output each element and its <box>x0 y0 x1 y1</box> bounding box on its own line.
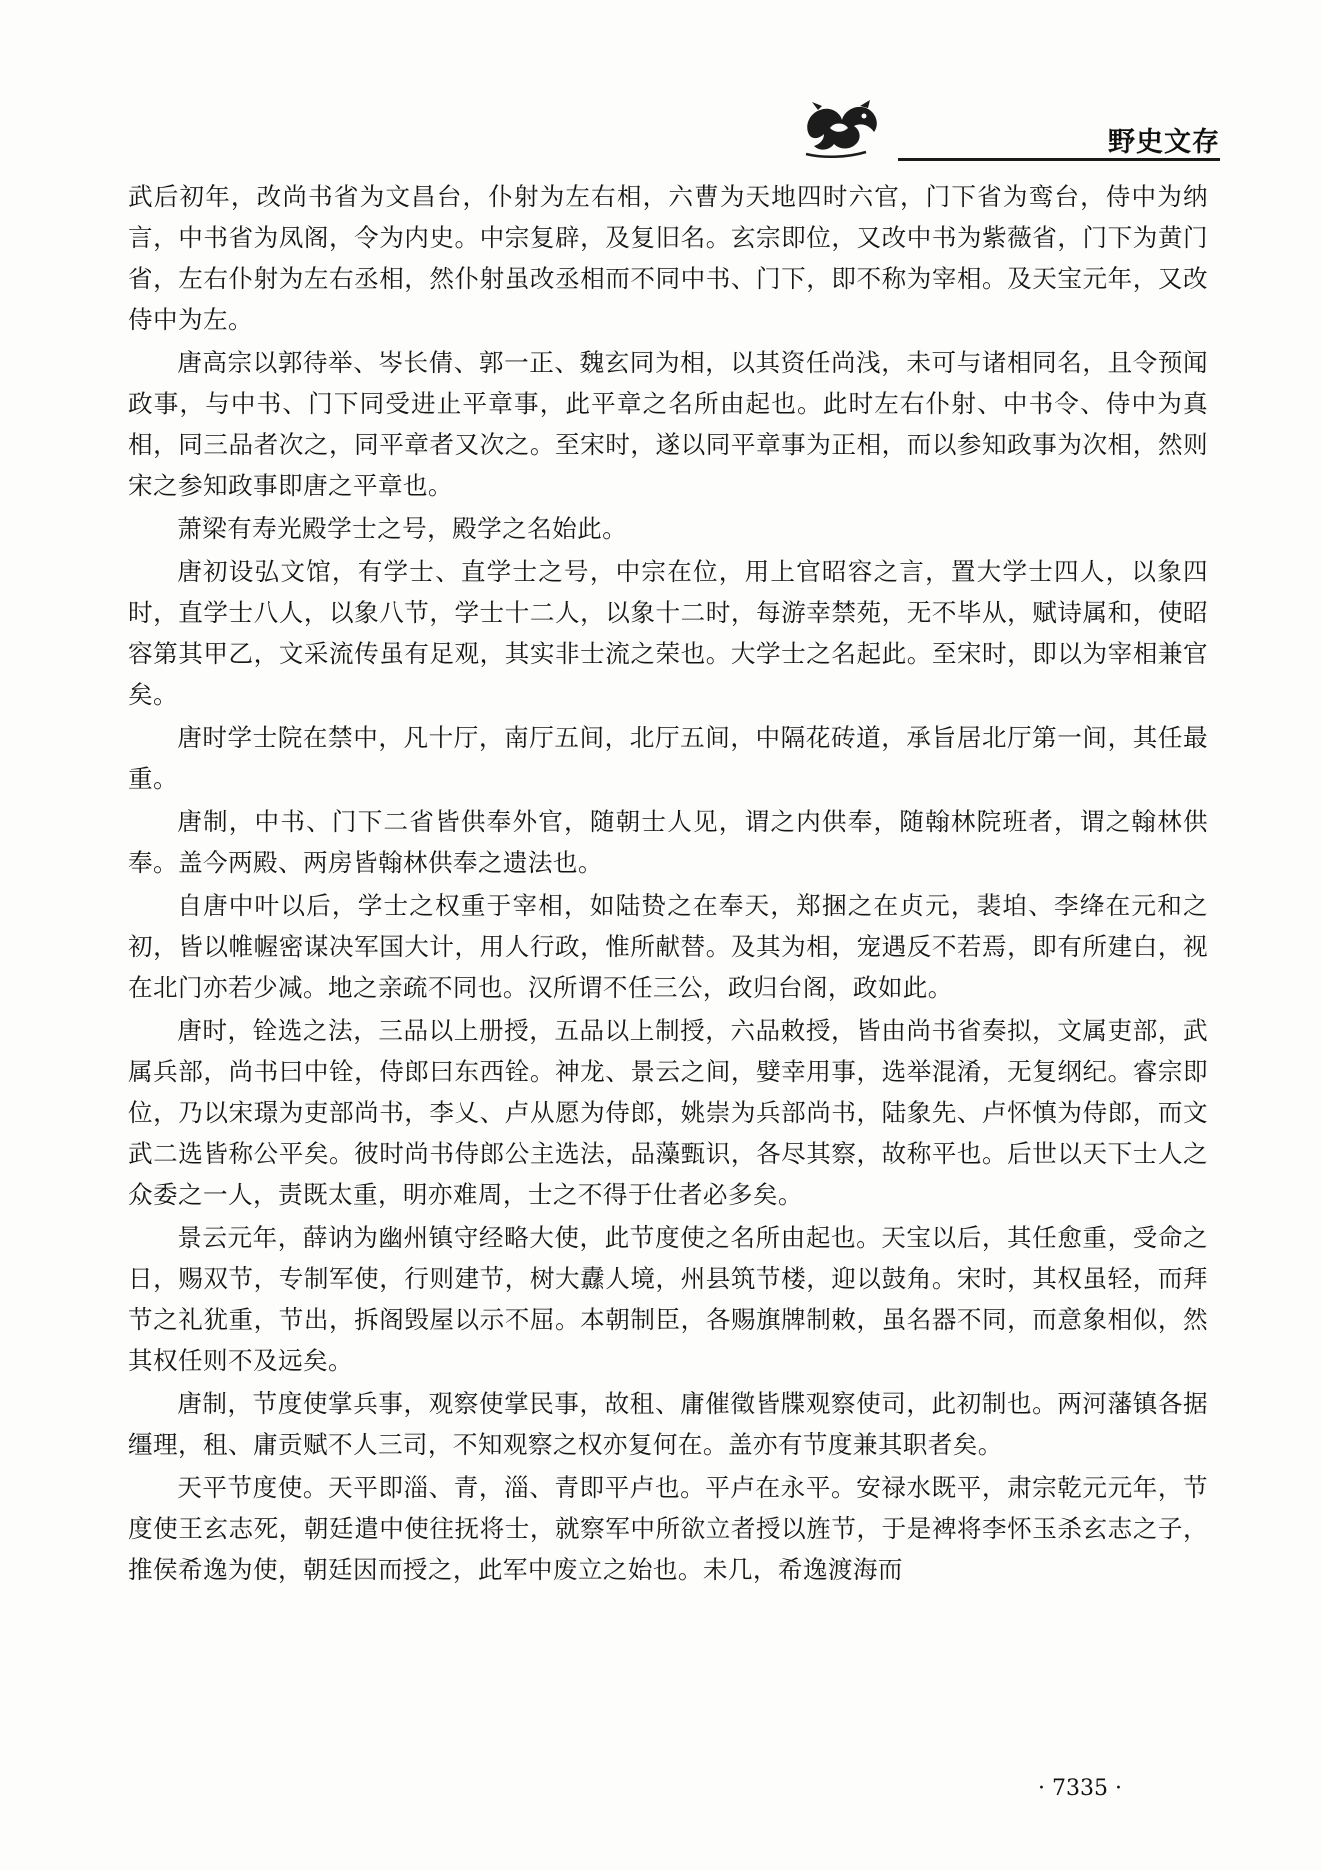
paragraph: 景云元年，薛讷为幽州镇守经略大使，此节度使之名所由起也。天宝以后，其任愈重，受命之日，赐双节，专制军使，行则建节，树大纛人境，州县筑节楼，迎以鼓角。宋时，其权虽轻，而拜节之礼犹重，节出，拆阁毁屋以示不屈。本朝制臣，各赐旗牌制敕，虽名器不同，而意象相似，然其权任则不及远矣。 <box>128 1223 1208 1375</box>
paragraph: 武后初年，改尚书省为文昌台，仆射为左右相，六曹为天地四时六官，门下省为鸾台，侍中为纳言，中书省为凤阁，令为内史。中宗复辟，及复旧名。玄宗即位，又改中书为紫薇省，门下为黄门省，左右仆射为左右丞相，然仆射虽改丞相而不同中书、门下，即不称为宰相。及天宝元年，又改侍中为左。 <box>128 182 1208 334</box>
paragraph: 唐初设弘文馆，有学士、直学士之号，中宗在位，用上官昭容之言，置大学士四人，以象四时，直学士八人，以象八节，学士十二人，以象十二时，每游幸禁苑，无不毕从，赋诗属和，使昭容第其甲乙，文采流传虽有足观，其实非士流之荣也。大学士之名起此。至宋时，即以为宰相兼官矣。 <box>128 557 1208 709</box>
paragraph: 唐制，节度使掌兵事，观察使掌民事，故租、庸催徵皆牒观察使司，此初制也。两河藩镇各据缰理，租、庸贡赋不人三司，不知观察之权亦复何在。盖亦有节度兼其职者矣。 <box>128 1389 1208 1459</box>
paragraph: 自唐中叶以后，学士之权重于宰相，如陆贽之在奉天，郑捆之在贞元，裴垍、李绛在元和之初，皆以帷幄密谋决军国大计，用人行政，惟所献替。及其为相，宠遇反不若焉，即有所建白，视在北门亦若少减。地之亲疏不同也。汉所谓不任三公，政归台阁，政如此。 <box>128 891 1208 1002</box>
body-text <box>128 176 1208 1592</box>
header-title: 野史文存 <box>1108 127 1220 158</box>
running-header <box>790 98 1230 168</box>
page-number: · 7335 · <box>1038 1776 1122 1801</box>
dragon-emblem-icon <box>800 98 884 162</box>
paragraph: 唐制，中书、门下二省皆供奉外官，随朝士人见，谓之内供奉，随翰林院班者，谓之翰林供奉。盖今两殿、两房皆翰林供奉之遗法也。 <box>128 807 1208 877</box>
paragraph: 萧梁有寿光殿学士之号，殿学之名始此。 <box>177 514 628 543</box>
paragraph: 唐高宗以郭待举、岑长倩、郭一正、魏玄同为相，以其资任尚浅，未可与诸相同名，且令预闻政事，与中书、门下同受进止平章事，此平章之名所由起也。此时左右仆射、中书令、侍中为真相，同三品者次之，同平章者又次之。至宋时，遂以同平章事为正相，而以参知政事为次相，然则宋之参知政事即唐之平章也。 <box>128 348 1208 500</box>
paragraph: 唐时，铨选之法，三品以上册授，五品以上制授，六品敕授，皆由尚书省奏拟，文属吏部，武属兵部，尚书曰中铨，侍郎曰东西铨。神龙、景云之间，嬖幸用事，选举混淆，无复纲纪。睿宗即位，乃以宋璟为吏部尚书，李乂、卢从愿为侍郎，姚崇为兵部尚书，陆象先、卢怀慎为侍郎，而文武二选皆称公平矣。彼时尚书侍郎公主选法，品藻甄识，各尽其察，故称平也。后世以天下士人之众委之一人，责既太重，明亦难周，士之不得于仕者必多矣。 <box>128 1016 1208 1209</box>
paragraph: 天平节度使。天平即淄、青，淄、青即平卢也。平卢在永平。安禄水既平，肃宗乾元元年，节度使王玄志死，朝廷遣中使往抚将士，就察军中所欲立者授以旌节，于是裨将李怀玉杀玄志之子，推侯希逸为使，朝廷因而授之，此军中废立之始也。未几，希逸渡海而 <box>128 1473 1208 1584</box>
paragraph: 唐时学士院在禁中，凡十厅，南厅五间，北厅五间，中隔花砖道，承旨居北厅第一间，其任最重。 <box>128 723 1208 793</box>
